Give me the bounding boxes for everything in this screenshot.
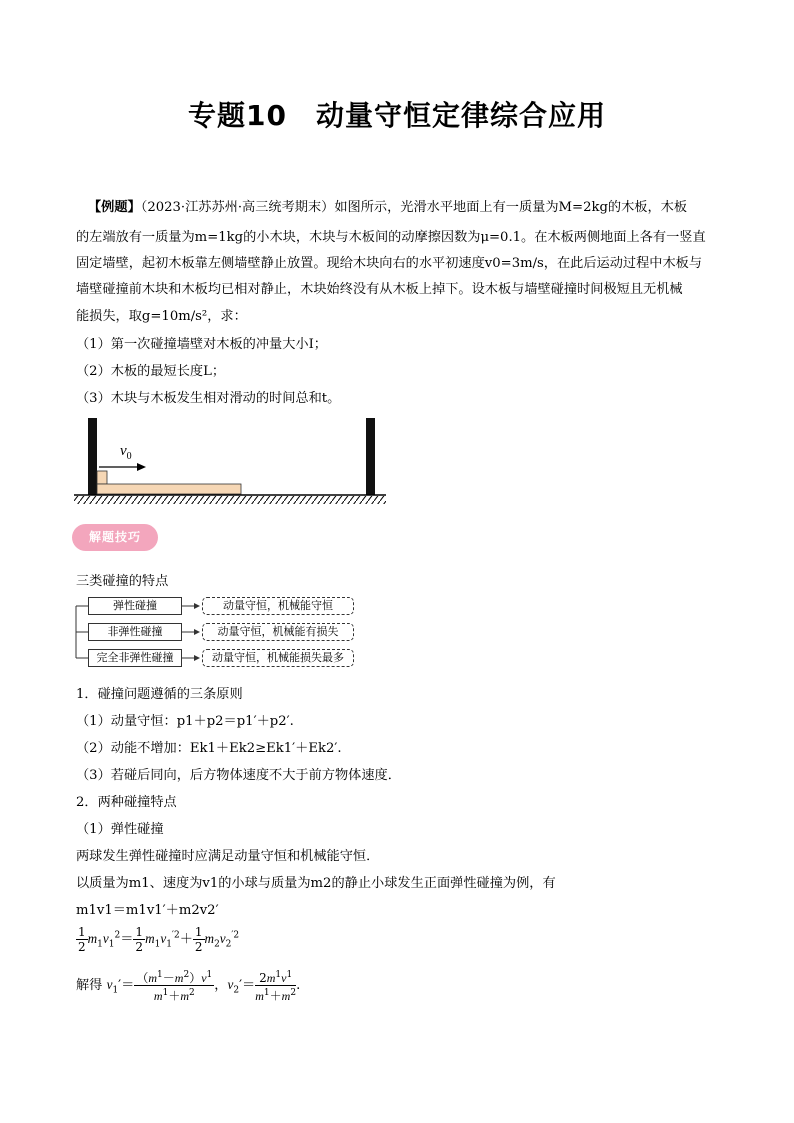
- small-block: [97, 471, 107, 484]
- principle-2: （2）动能不增加：Ek1＋Ek2≥Ek1′＋Ek2′.: [76, 741, 342, 756]
- left-wall: [88, 418, 97, 495]
- wooden-board: [97, 484, 241, 494]
- wall-board-diagram: [74, 413, 394, 508]
- velocity-label: $v_0$: [120, 443, 132, 462]
- features-text-2: 以质量为m1、速度为v1的小球与质量为m2的静止小球发生正面弹性碰撞为例，有: [76, 876, 556, 891]
- page-title: 专题10 动量守恒定律综合应用: [188, 99, 606, 132]
- example-line-5: 能损失，取g=10m/s²，求：: [76, 309, 247, 324]
- principle-1: （1）动量守恒：p1＋p2＝p1′＋p2′.: [76, 714, 294, 729]
- ground-hatch: [74, 496, 386, 504]
- example-text-1: 如图所示，光滑水平地面上有一质量为M=2kg的木板，木板: [334, 200, 688, 215]
- example-line-1: [88, 196, 730, 215]
- right-wall: [366, 418, 375, 495]
- question-3: （3）木块与木板发生相对滑动的时间总和t。: [76, 391, 341, 406]
- collision-feature-perfectly-inelastic: 动量守恒，机械能损失最多: [202, 649, 354, 667]
- fraction-v1-prime: $\frac{(m^1-m^2)v^1}{m^1+m^2}$: [136, 970, 213, 1003]
- equation-momentum: m1v1＝m1v1′＋m2v2′: [76, 903, 219, 918]
- features-sub-1: （1）弹性碰撞: [76, 822, 164, 837]
- example-tag: 【例题】: [88, 200, 141, 215]
- fraction-half: $\frac{1}{2}$: [135, 925, 144, 954]
- principles-heading: 1．碰撞问题遵循的三条原则: [76, 687, 243, 702]
- collision-feature-inelastic: 动量守恒，机械能有损失: [202, 623, 354, 641]
- example-source: （2023·江苏苏州·高三统考期末）: [140, 200, 335, 215]
- fraction-half: $\frac{1}{2}$: [78, 925, 86, 954]
- equation-energy-equals: ＝: [120, 932, 134, 947]
- fraction-half: $\frac{1}{2}$: [194, 925, 203, 954]
- solution-separator: ，: [214, 978, 228, 993]
- equation-solution: 解得 $v_1'=$ $\frac{(m^1-m^2)v^1}{m^1+m^2}$ ，$v_2'=$ $\frac{2m^1v^1}{m^1+m^2}$ .: [76, 970, 301, 1003]
- fraction-v2-prime: $\frac{2m^1v^1}{m^1+m^2}$: [255, 970, 297, 1003]
- equation-energy: $\frac{1}{2}$ $m_1v_1^2=$ $\frac{1}{2}$ $m_1v_1^{'2}+$ $\frac{1}{2}$ $m_2v_2^{'2}$: [78, 925, 240, 954]
- example-line-4: 墙壁碰撞前木块和木板均已相对静止，木块始终没有从木板上掉下。设木板与墙壁碰撞时间极短且无机械: [76, 282, 683, 297]
- principle-3: （3）若碰后同向，后方物体速度不大于前方物体速度．: [76, 768, 401, 783]
- example-line-2: 的左端放有一质量为m=1kg的小木块，木块与木板间的动摩擦因数为μ=0.1。在木板两侧地面上各有一竖直: [76, 230, 706, 245]
- features-heading: 2．两种碰撞特点: [76, 795, 177, 810]
- question-1: （1）第一次碰撞墙壁对木板的冲量大小I；: [76, 337, 327, 352]
- collision-type-elastic: 弹性碰撞: [88, 597, 182, 615]
- collision-type-inelastic: 非弹性碰撞: [88, 623, 182, 641]
- collision-feature-elastic: 动量守恒，机械能守恒: [202, 597, 354, 615]
- example-line-3: 固定墙壁，起初木板靠左侧墙壁静止放置。现给木块向右的水平初速度v0=3m/s，在此后运动过程中木板与: [76, 256, 703, 271]
- solution-label: 解得: [76, 978, 103, 993]
- equation-energy-plus: ＋: [179, 932, 193, 947]
- question-2: （2）木板的最短长度L；: [76, 364, 226, 379]
- collision-type-perfectly-inelastic: 完全非弹性碰撞: [88, 649, 182, 667]
- collision-heading: 三类碰撞的特点: [76, 574, 169, 589]
- velocity-arrowhead: [137, 463, 146, 471]
- tips-badge: 解题技巧: [72, 524, 158, 551]
- features-text-1: 两球发生弹性碰撞时应满足动量守恒和机械能守恒．: [76, 849, 380, 864]
